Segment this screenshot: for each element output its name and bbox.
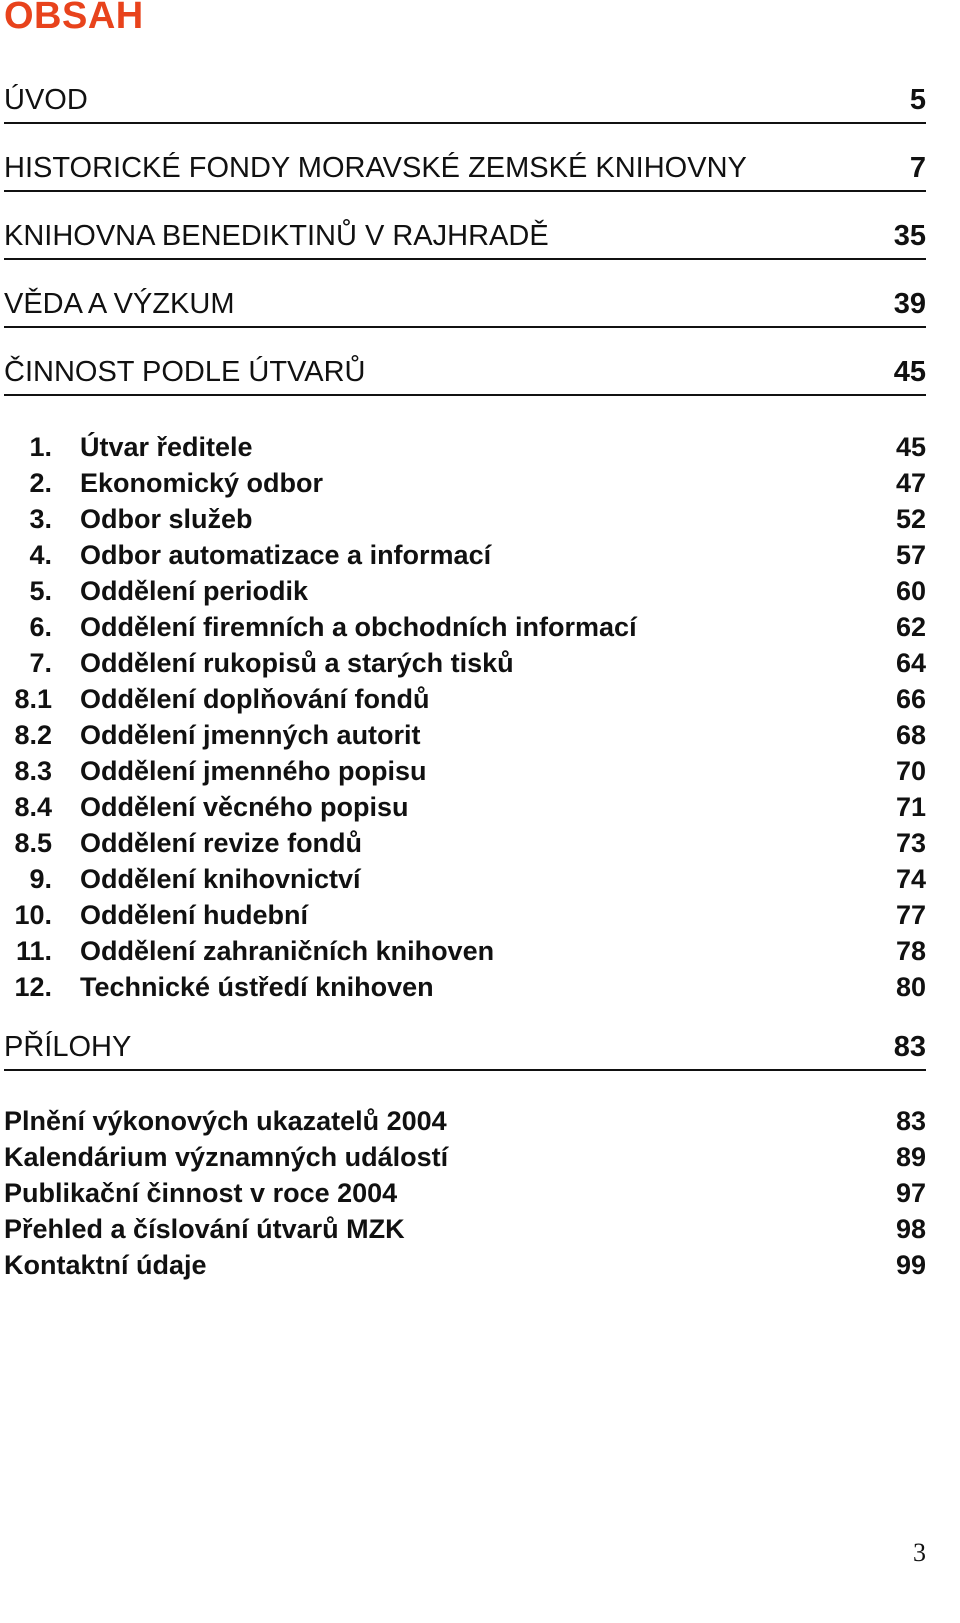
toc-subsection-title: Oddělení zahraničních knihoven (80, 936, 495, 966)
toc-subsection-number: 4. (29, 540, 52, 570)
toc-section-page: 7 (909, 152, 926, 184)
toc-section-title: ČINNOST PODLE ÚTVARŮ (4, 356, 366, 388)
toc-subsection-page: 78 (895, 936, 926, 966)
toc-subsection-number: 12. (14, 972, 52, 1002)
toc-subsection-number: 7. (29, 648, 52, 678)
toc-section-page: 45 (893, 356, 926, 388)
toc-subsection-number: 1. (29, 432, 52, 462)
page-number: 3 (913, 1538, 926, 1567)
toc-subsection-title: Oddělení doplňování fondů (80, 684, 430, 714)
toc-subsection-title: Ekonomický odbor (80, 468, 324, 498)
toc-appendix-item[interactable] (4, 1247, 926, 1283)
toc-appendix-page: 89 (895, 1142, 926, 1172)
toc-subsection-item[interactable] (0, 717, 926, 753)
toc-subsection-title: Oddělení hudební (80, 900, 308, 930)
toc-subsection-page: 52 (895, 504, 926, 534)
toc-subsection-page: 45 (895, 432, 926, 462)
toc-subsection-item[interactable] (0, 861, 926, 897)
toc-subsection-item[interactable] (0, 753, 926, 789)
toc-section-title: KNIHOVNA BENEDIKTINŮ V RAJHRADĚ (4, 220, 549, 252)
toc-section-prilohy[interactable] (4, 1025, 926, 1071)
toc-subsection-item[interactable] (0, 825, 926, 861)
toc-appendix-item[interactable] (4, 1211, 926, 1247)
toc-subsection-number: 8.5 (14, 828, 52, 858)
toc-appendix-page: 83 (895, 1106, 926, 1136)
toc-appendix-item[interactable] (4, 1139, 926, 1175)
toc-subsection-page: 68 (895, 720, 926, 750)
toc-subsection-item[interactable] (0, 429, 926, 465)
toc-subsection-item[interactable] (0, 681, 926, 717)
toc-appendix-title: Plnění výkonových ukazatelů 2004 (4, 1106, 447, 1136)
toc-appendix-title: Přehled a číslování útvarů MZK (4, 1214, 405, 1244)
toc-subsection-title: Útvar ředitele (80, 432, 253, 462)
toc-section-knihovna-benediktinu[interactable] (4, 214, 926, 260)
toc-subsection-item[interactable] (0, 933, 926, 969)
toc-subsection-page: 64 (895, 648, 926, 678)
toc-subsection-page: 66 (895, 684, 926, 714)
toc-subsection-title: Oddělení jmenného popisu (80, 756, 427, 786)
toc-subsection-number: 2. (29, 468, 52, 498)
toc-subsection-title: Odbor služeb (80, 504, 253, 534)
toc-appendix-item[interactable] (4, 1103, 926, 1139)
toc-appendix-title: Kontaktní údaje (4, 1250, 207, 1280)
toc-subsection-item[interactable] (0, 789, 926, 825)
toc-subsection-item[interactable] (0, 465, 926, 501)
toc-subsection-item[interactable] (0, 609, 926, 645)
toc-appendix-page: 97 (895, 1178, 926, 1208)
toc-subsection-page: 71 (895, 792, 926, 822)
toc-subsection-title: Oddělení firemních a obchodních informací (80, 612, 637, 642)
toc-appendix-title: Publikační činnost v roce 2004 (4, 1178, 398, 1208)
toc-subsection-page: 77 (895, 900, 926, 930)
toc-subsection-number: 6. (29, 612, 52, 642)
toc-subsection-title: Oddělení rukopisů a starých tisků (80, 648, 514, 678)
toc-subsection-item[interactable] (0, 573, 926, 609)
toc-subsection-title: Odbor automatizace a informací (80, 540, 492, 570)
toc-appendix-item[interactable] (4, 1175, 926, 1211)
toc-subsection-title: Oddělení knihovnictví (80, 864, 361, 894)
toc-subsection-item[interactable] (0, 645, 926, 681)
toc-subsection-number: 8.3 (14, 756, 52, 786)
toc-section-title: PŘÍLOHY (4, 1031, 132, 1063)
page-title: OBSAH (4, 0, 144, 37)
toc-appendix-page: 99 (895, 1250, 926, 1280)
toc-subsection-title: Oddělení věcného popisu (80, 792, 409, 822)
toc-subsection-page: 57 (895, 540, 926, 570)
toc-section-veda-a-vyzkum[interactable] (4, 282, 926, 328)
toc-subsection-item[interactable] (0, 537, 926, 573)
toc-section-title: VĚDA A VÝZKUM (4, 288, 235, 320)
toc-subsection-number: 8.1 (14, 684, 52, 714)
toc-subsection-number: 8.2 (14, 720, 52, 750)
toc-subsection-page: 47 (895, 468, 926, 498)
toc-subsection-title: Oddělení periodik (80, 576, 309, 606)
toc-subsection-page: 62 (895, 612, 926, 642)
toc-subsection-number: 3. (29, 504, 52, 534)
toc-section-title: ÚVOD (4, 84, 88, 116)
toc-section-cinnost-podle-utvaru[interactable] (4, 350, 926, 396)
toc-subsection-page: 70 (895, 756, 926, 786)
toc-subsection-item[interactable] (0, 969, 926, 1005)
toc-section-historicke-fondy[interactable] (4, 146, 926, 192)
toc-appendix-title: Kalendárium významných událostí (4, 1142, 449, 1172)
toc-subsection-title: Oddělení jmenných autorit (80, 720, 421, 750)
toc-subsection-page: 60 (895, 576, 926, 606)
toc-subsection-number: 5. (29, 576, 52, 606)
toc-section-title: HISTORICKÉ FONDY MORAVSKÉ ZEMSKÉ KNIHOVNY (4, 152, 747, 184)
toc-subsection-number: 8.4 (14, 792, 52, 822)
toc-subsection-page: 80 (895, 972, 926, 1002)
toc-subsection-page: 74 (895, 864, 926, 894)
toc-section-page: 39 (893, 288, 926, 320)
toc-subsection-number: 10. (14, 900, 52, 930)
toc-appendix-page: 98 (895, 1214, 926, 1244)
toc-section-page: 35 (893, 220, 926, 252)
toc-subsection-number: 11. (15, 936, 52, 966)
toc-subsection-item[interactable] (0, 501, 926, 537)
toc-subsection-item[interactable] (0, 897, 926, 933)
toc-section-page: 5 (909, 84, 926, 116)
toc-subsection-number: 9. (29, 864, 52, 894)
toc-subsection-title: Oddělení revize fondů (80, 828, 363, 858)
toc-section-page: 83 (893, 1031, 926, 1063)
toc-section-uvod[interactable] (4, 78, 926, 124)
toc-subsection-page: 73 (895, 828, 926, 858)
toc-subsection-title: Technické ústředí knihoven (80, 972, 434, 1002)
